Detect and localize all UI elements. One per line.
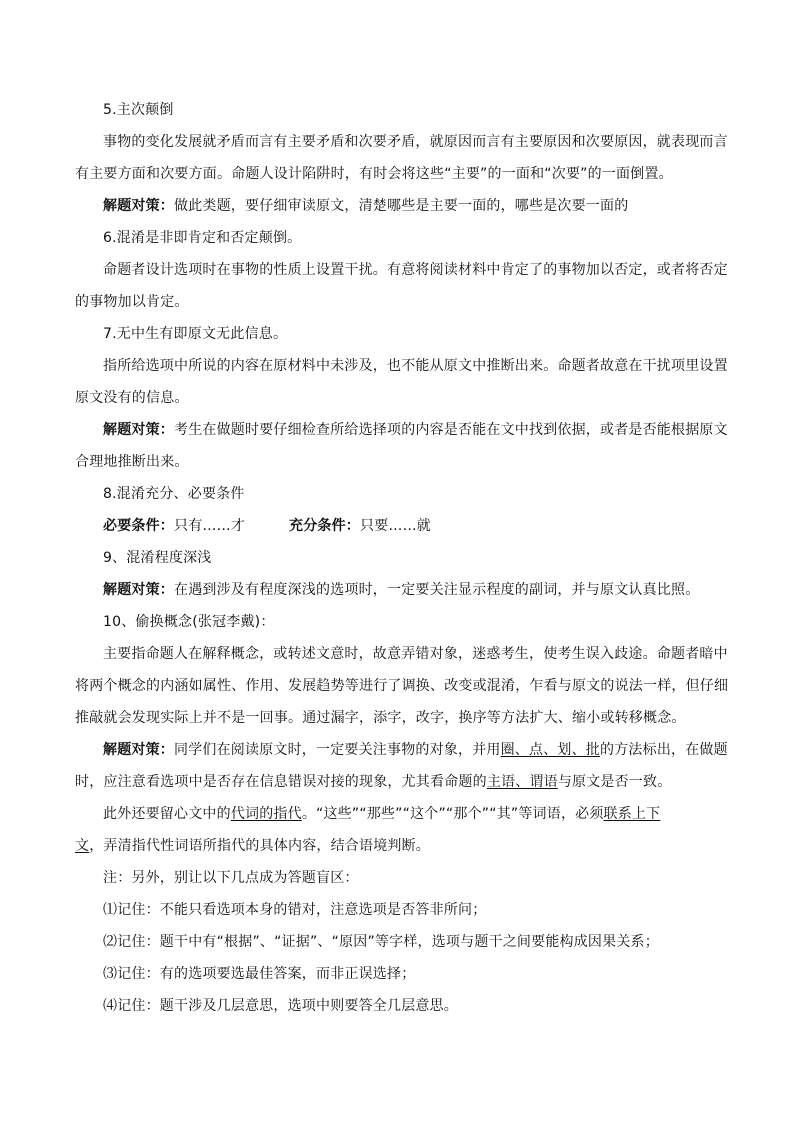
note-item-2: ⑵记住：题干中有“根据”、“证据”、“原因”等字样，选项与题干之间要能构成因果关系； — [103, 934, 659, 950]
section-9-strategy — [103, 581, 699, 599]
section-8-heading: 8.混淆充分、必要条件 — [103, 486, 245, 502]
necessary-label: 必要条件： — [103, 518, 174, 534]
section-5-paragraph-line-1: 事物的变化发展就矛盾而言有主要矛盾和次要矛盾，就原因而言有主要原因和次要原因，就表现而言 — [103, 134, 728, 150]
note-item-4: ⑷记住：题干涉及几层意思，选项中则要答全几层意思。 — [103, 998, 458, 1014]
sufficient-text: 只要……就 — [360, 518, 431, 534]
note-item-3: ⑶记住：有的选项要选最佳答案，而非正误选择； — [103, 966, 416, 982]
strategy-label: 解题对策： — [103, 198, 174, 214]
section-7-strategy-line-1 — [103, 421, 728, 439]
strategy-label: 解题对策： — [103, 422, 174, 438]
section-5-paragraph-line-2: 有主要方面和次要方面。命题人设计陷阱时，有时会将这些“主要”的一面和“次要”的一面倒置。 — [75, 166, 673, 182]
strategy-text: 考生在做题时要仔细检查所给选择项的内容是否能在文中找到依据，或者是否能根据原文 — [174, 422, 728, 438]
section-7-paragraph-line-1: 指所给选项中所说的内容在原材料中未涉及，也不能从原文中推断出来。命题者故意在干扰项里设置 — [103, 358, 728, 374]
section-5-strategy — [103, 197, 628, 215]
section-5-heading: 5.主次颠倒 — [103, 102, 174, 118]
underlined-context-continued: 文 — [75, 838, 90, 854]
section-10-strategy-line-2 — [75, 773, 671, 791]
section-10-strategy-line-1 — [103, 741, 728, 759]
section-7-paragraph-line-2: 原文没有的信息。 — [75, 390, 189, 406]
extra-text: ，弄清指代性词语所指代的具体内容，结合语境判断。 — [89, 838, 431, 854]
section-6-paragraph-line-1: 命题者设计选项时在事物的性质上设置干扰。有意将阅读材料中肯定了的事物加以否定，或者将否定 — [103, 262, 728, 278]
section-10-extra-line-2 — [75, 837, 430, 855]
necessary-text: 只有……才 — [174, 518, 245, 534]
underlined-subject-predicate: 主语、谓语 — [486, 774, 558, 790]
section-10-paragraph-line-2: 将两个概念的内涵如属性、作用、发展趋势等进行了调换、改变或混淆，乍看与原文的说法一样，但仔细 — [75, 678, 729, 694]
sufficient-label: 充分条件： — [289, 518, 360, 534]
note-item-1: ⑴记住：不能只看选项本身的错对，注意选项是否答非所问； — [103, 902, 487, 918]
strategy-text: 做此类题，要仔细审读原文，清楚哪些是主要一面的，哪些是次要一面的 — [174, 198, 629, 214]
underlined-pronoun-reference: 代词的指代 — [230, 806, 302, 822]
strategy-label: 解题对策： — [103, 742, 174, 758]
section-6-paragraph-line-2: 的事物加以肯定。 — [75, 294, 189, 310]
notes-intro: 注：另外，别让以下几点成为答题盲区： — [103, 870, 359, 886]
section-10-heading: 10、偷换概念(张冠李戴)： — [103, 614, 275, 630]
extra-text: 此外还要留心文中的 — [103, 806, 231, 822]
section-10-paragraph-line-3: 推敲就会发现实际上并不是一回事。通过漏字，添字，改字，换序等方法扩大、缩小或转移概念。 — [75, 710, 686, 726]
section-10-extra-line-1 — [103, 805, 660, 823]
section-7-strategy-line-2: 合理地推断出来。 — [75, 454, 189, 470]
section-10-paragraph-line-1: 主要指命题人在解释概念，或转述文意时，故意弄错对象，迷惑考生，使考生误入歧途。命题者暗中 — [103, 646, 728, 662]
section-7-heading: 7.无中生有即原文无此信息。 — [103, 326, 288, 342]
strategy-text: 的方法标出，在做题 — [600, 742, 728, 758]
section-6-heading: 6.混淆是非即肯定和否定颠倒。 — [103, 230, 302, 246]
strategy-text: 在遇到涉及有程度深浅的选项时，一定要关注显示程度的副词，并与原文认真比照。 — [174, 582, 700, 598]
extra-text: 。“这些”“那些”“这个”“那个”“其”等词语，必须 — [301, 806, 604, 822]
strategy-label: 解题对策： — [103, 582, 174, 598]
underlined-methods: 圈、点、划、批 — [500, 742, 601, 758]
strategy-text: 与原文是否一致。 — [557, 774, 672, 790]
underlined-context: 联系上下 — [603, 806, 661, 822]
strategy-text: 时，应注意看选项中是否存在信息错误对接的现象，尤其看命题的 — [75, 774, 487, 790]
section-8-conditions — [103, 517, 431, 535]
section-9-heading: 9、混淆程度深浅 — [103, 550, 212, 566]
strategy-text: 同学们在阅读原文时，一定要关注事物的对象，并用 — [174, 742, 501, 758]
